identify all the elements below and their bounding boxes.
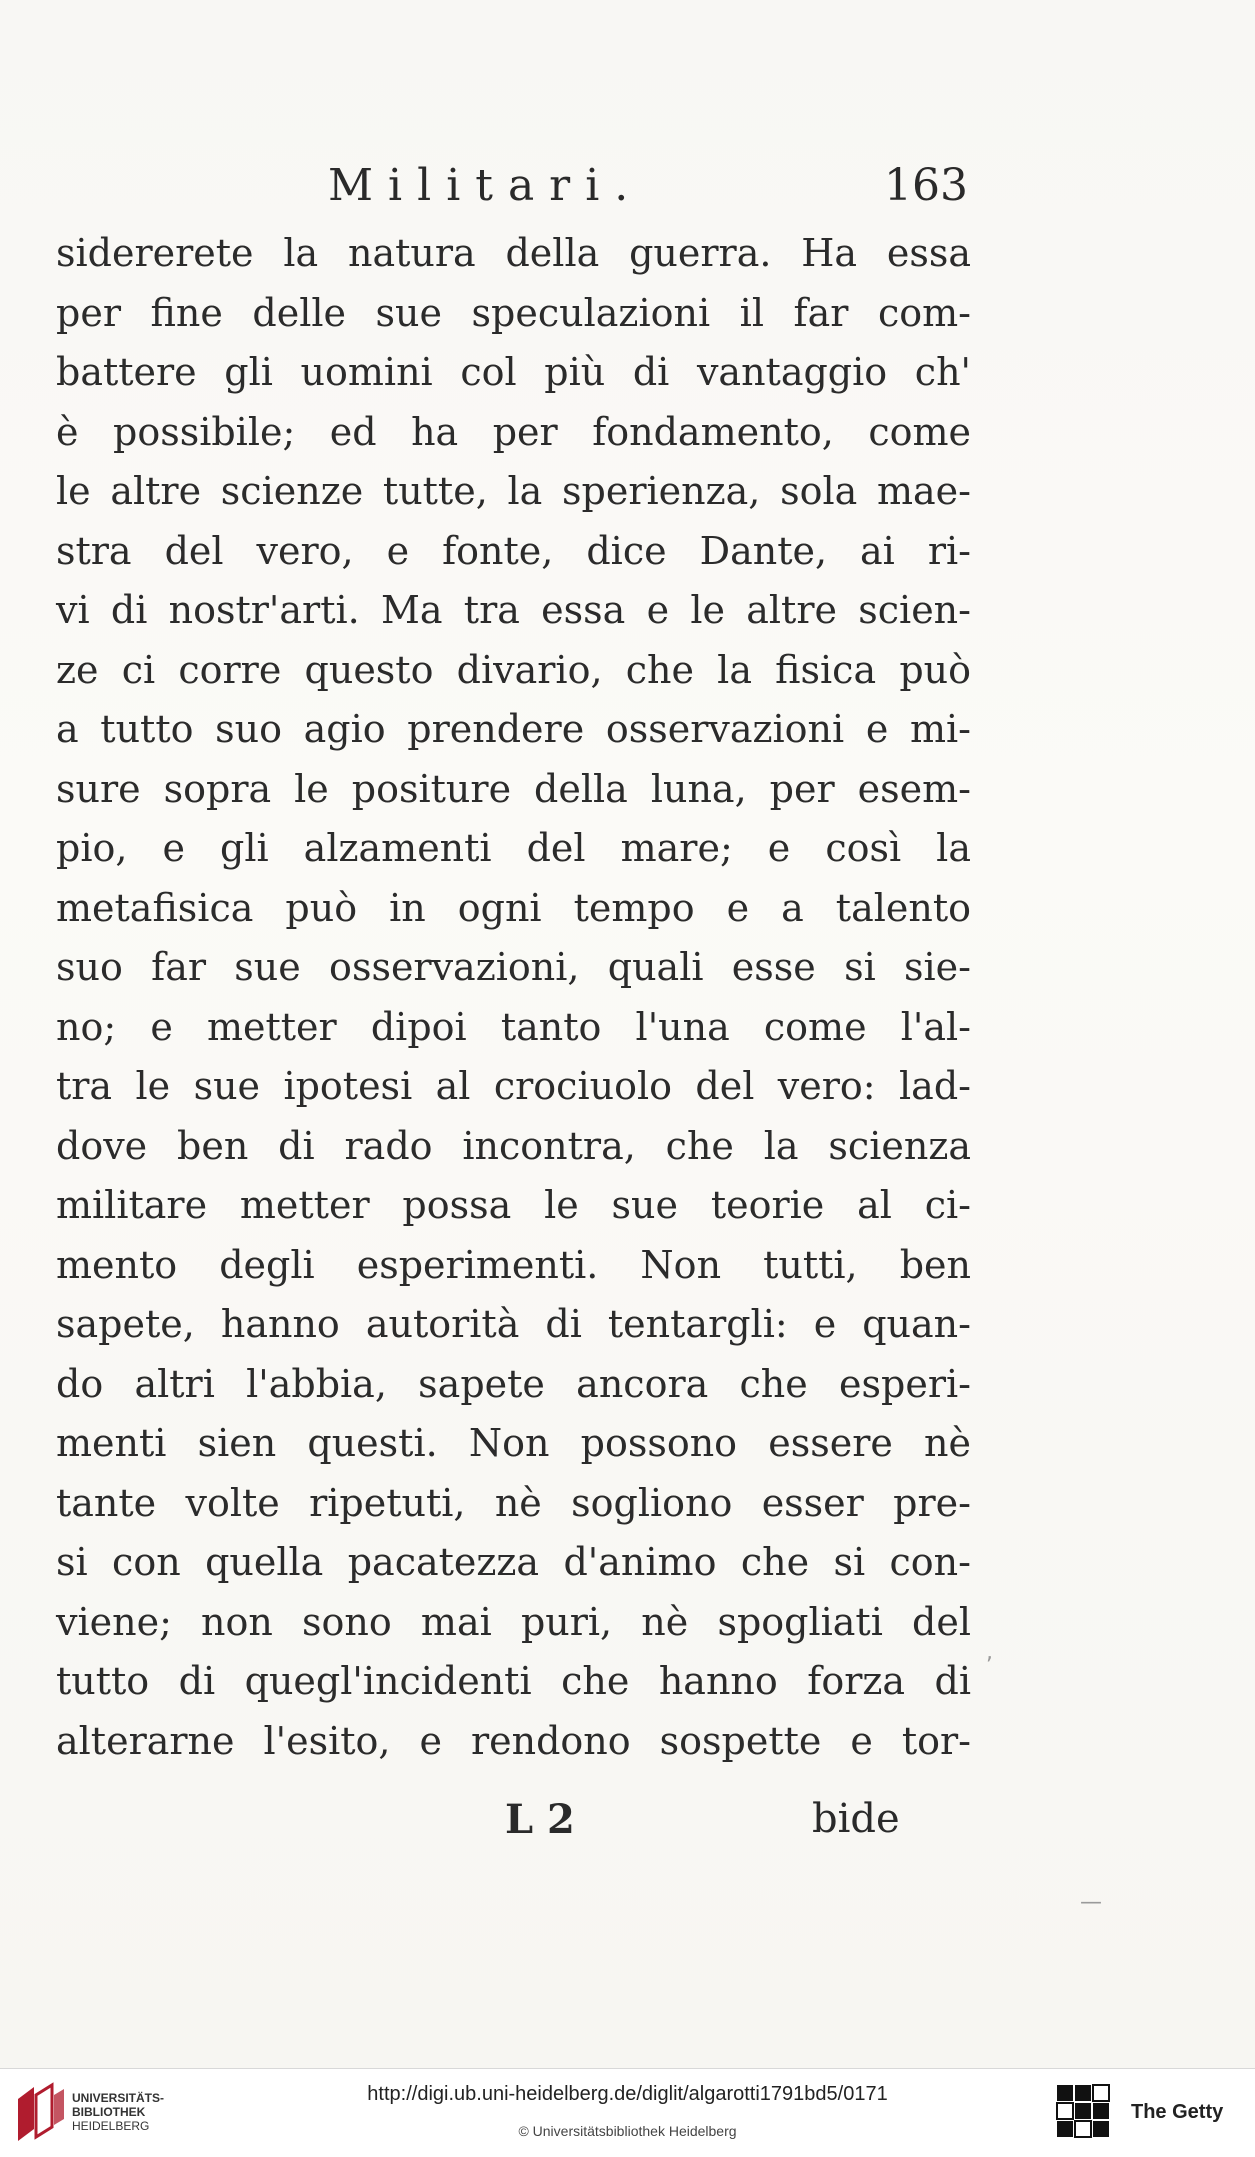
catchword-row [0, 1796, 1255, 1856]
running-header-title: Militari. [328, 160, 644, 211]
text-line: le altre scienze tutte, la sperienza, sola mae- [56, 469, 971, 513]
text-line: metafisica può in ogni tempo e a talento [56, 885, 971, 930]
text-line: suo far sue osservazioni, quali esse si sie- [56, 945, 971, 989]
text-line: ze ci corre questo divario, che la fisica può [56, 647, 971, 692]
library-logo-line: BIBLIOTHEK [72, 2105, 146, 2119]
page-number: 163 [884, 160, 968, 211]
signature-mark: L 2 [505, 1796, 575, 1843]
text-line: alterarne l'esito, e rendono sospette e tor- [56, 1718, 971, 1763]
text-line: si con quella pacatezza d'animo che si con- [56, 1540, 971, 1584]
text-line: stra del vero, e fonte, dice Dante, ai ri- [56, 528, 971, 573]
text-line: sure sopra le positure della luna, per esem- [56, 766, 971, 811]
text-line: è possibile; ed ha per fondamento, come [56, 409, 971, 454]
text-line: tante volte ripetuti, nè sogliono esser pre- [56, 1480, 971, 1525]
text-line: viene; non sono mai puri, nè spogliati del [56, 1599, 971, 1644]
getty-logo-icon [1055, 2083, 1111, 2143]
text-line: sidererete la natura della guerra. Ha essa [56, 231, 971, 275]
text-line: tutto di quegl'incidenti che hanno forza di [56, 1659, 971, 1703]
library-logo-line: UNIVERSITÄTS- [72, 2091, 165, 2105]
paper-speck: — [1080, 1890, 1102, 1915]
text-line: per fine delle sue speculazioni il far com- [56, 290, 971, 335]
text-line: militare metter possa le sue teorie al ci- [56, 1183, 971, 1227]
copyright-notice: © Universitätsbibliothek Heidelberg [518, 2123, 737, 2139]
text-line: a tutto suo agio prendere osservazioni e mi- [56, 707, 971, 751]
text-line: mento degli esperimenti. Non tutti, ben [56, 1242, 971, 1287]
text-line: battere gli uomini col più di vantaggio ch' [56, 350, 971, 394]
getty-label: The Getty [1131, 2101, 1224, 2123]
paper-speck: , [986, 1640, 993, 1665]
text-line: menti sien questi. Non possono essere nè [56, 1421, 971, 1465]
footer-bar [0, 2068, 1255, 2157]
text-line: do altri l'abbia, sapete ancora che esperi- [56, 1361, 971, 1406]
text-line: tra le sue ipotesi al crociuolo del vero: lad- [56, 1064, 971, 1108]
text-line: no; e metter dipoi tanto l'una come l'al- [56, 1004, 971, 1049]
body-text [56, 224, 971, 1771]
library-logo-line: HEIDELBERG [72, 2119, 150, 2133]
text-line: pio, e gli alzamenti del mare; e così la [56, 826, 971, 870]
text-line: dove ben di rado incontra, che la scienza [56, 1123, 971, 1168]
text-line: sapete, hanno autorità di tentargli: e quan- [56, 1302, 971, 1346]
source-url-link[interactable]: http://digi.ub.uni-heidelberg.de/diglit/algarotti1791bd5/0171 [367, 2083, 888, 2105]
text-line: vi di nostr'arti. Ma tra essa e le altre scien- [56, 588, 971, 632]
catchword: bide [812, 1796, 900, 1842]
getty-logo[interactable] [1055, 2079, 1245, 2147]
